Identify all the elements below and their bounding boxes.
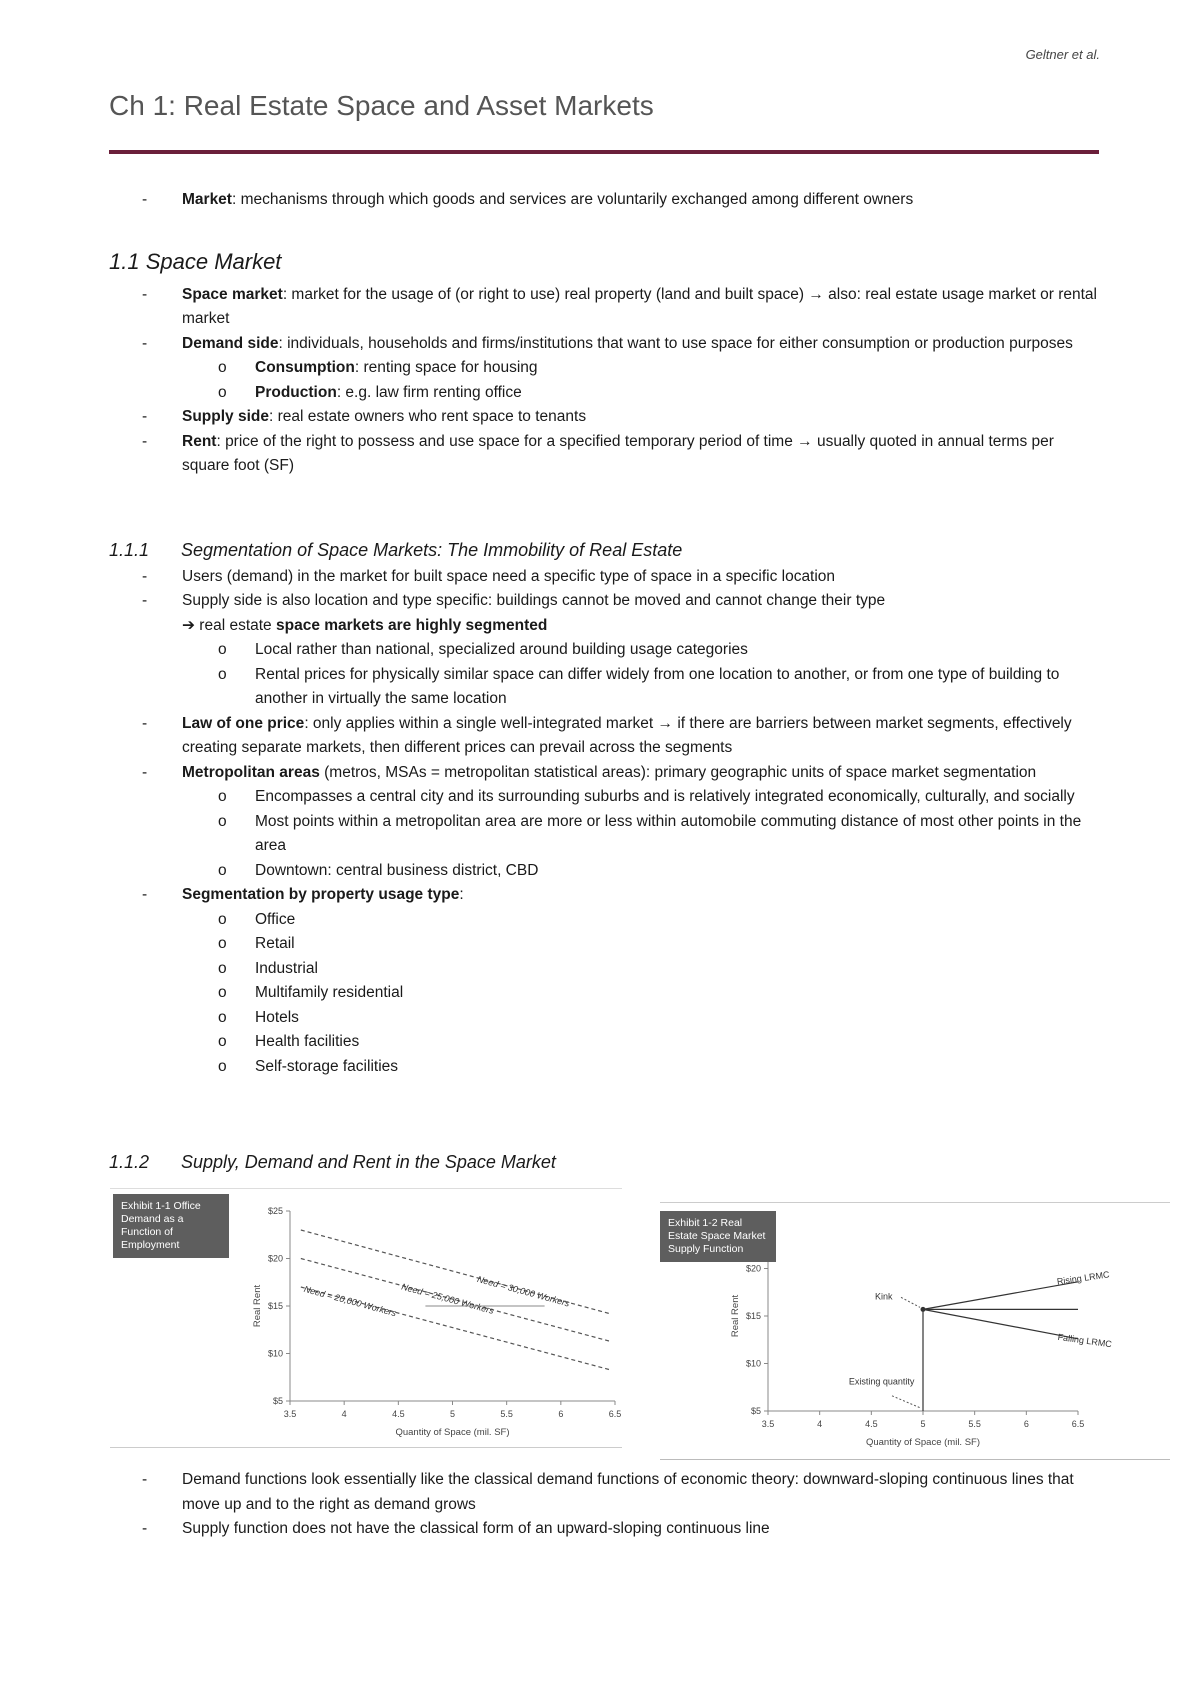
list-item: - Demand functions look essentially like the classical demand functions of economic theory: downward-sloping continuous lines that move up and to the right as demand grows (142, 1471, 1074, 1513)
annotation: Kink (875, 1291, 893, 1302)
x-axis-label: Quantity of Space (mil. SF) (395, 1427, 510, 1438)
annotation: Falling LRMC (1057, 1331, 1113, 1350)
x-tick-label: 6.5 (1071, 1419, 1085, 1429)
sub-list-item: o Office (218, 910, 296, 928)
sub-list-item: o Multifamily residential (218, 984, 404, 1001)
list-item: - Market: mechanisms through which goods and services are voluntarily exchanged among different owners (142, 191, 914, 208)
y-tick-label: $20 (267, 1253, 283, 1264)
sub-list-item: o Local rather than national, specialized around building usage categories (218, 641, 748, 658)
sub-list-item: o Retail (218, 935, 295, 952)
list-item: - Supply side is also location and type specific: buildings cannot be moved and cannot change their type ➔ real estate space markets are highly segmented o Local rather than national, specialized around building usage categories o Rental prices for physically similar space can differ widely from one location to another, or from one type of building to another in virtually the same location (109, 589, 1099, 712)
sub-list-item: o Industrial (218, 959, 318, 977)
y-tick-label: $15 (267, 1301, 283, 1311)
y-tick-label: $5 (272, 1396, 283, 1406)
x-tick-label: 3.5 (283, 1409, 297, 1419)
sub-list-item: o Self-storage facilities (218, 1057, 399, 1075)
term: Market (182, 191, 232, 208)
list-item: - Rent: price of the right to possess and use space for a specified temporary period of time → usually quoted in annual terms per square foot (SF) (142, 432, 1054, 474)
x-tick-label: 4.5 (865, 1419, 878, 1429)
list-item: - Supply side: real estate owners who rent space to tenants (142, 408, 587, 425)
sub-list-item: o Encompasses a central city and its surrounding suburbs and is relatively integrated economically, culturally, and socially (218, 788, 1075, 805)
y-tick-label: $10 (267, 1348, 283, 1359)
x-tick-label: 3.5 (761, 1419, 775, 1429)
annotation: Existing quantity (848, 1376, 915, 1387)
x-tick-label: 5.5 (500, 1409, 513, 1419)
figure-supply (660, 1202, 1170, 1460)
page-title: Ch 1: Real Estate Space and Asset Markets (109, 90, 654, 121)
x-tick-label: 4.5 (392, 1409, 405, 1419)
sub-list-item: o Production: e.g. law firm renting office (218, 383, 522, 401)
figure-label: Exhibit 1-1 Office Demand as a Function of Employment (113, 1194, 229, 1258)
series-label: Need = 30,000 Workers (476, 1274, 571, 1309)
section-1-1-2-heading (109, 1150, 1099, 1175)
series-label: Need = 20,000 Workers (302, 1283, 398, 1319)
list-item: - Law of one price: only applies within a single well-integrated market → if there are barriers between market segments, effectively creating separate markets, then different prices can prevail across the segments (142, 714, 1072, 756)
y-axis-label: Real Rent (730, 1294, 741, 1338)
figure-demand (110, 1188, 622, 1448)
section-heading: 1.1.1 Segmentation of Space Markets: The Immobility of Real Estate (109, 540, 683, 560)
list-item: - Segmentation by property usage type: o Office o Retail o Industrial o Multifamily residential o Hotels o Health facilities o Self-storage facilities (109, 883, 1099, 1079)
section-1-1 (109, 250, 1099, 479)
supply-line (923, 1309, 1078, 1338)
list-item: - Space market: market for the usage of (or right to use) real property (land and built space) → also: real estate usage market or rental market (142, 285, 1097, 327)
sub-list-item: o Hotels (218, 1008, 299, 1026)
figure-label: Exhibit 1-2 Real Estate Space Market Supply Function (660, 1211, 776, 1262)
title-rule (109, 150, 1099, 154)
section-1-1-1 (109, 538, 1099, 1079)
x-tick-label: 6 (1023, 1419, 1029, 1429)
section-heading: 1.1.2 Supply, Demand and Rent in the Space Market (109, 1152, 556, 1172)
y-tick-label: $5 (750, 1406, 761, 1416)
x-tick-label: 6 (558, 1409, 564, 1419)
y-tick-label: $15 (745, 1311, 761, 1321)
sub-list-item: o Rental prices for physically similar space can differ widely from one location to another, or from one type of building to another in virtually the same location (218, 665, 1060, 707)
list-item: - Supply function does not have the classical form of an upward-sloping continuous line (142, 1520, 770, 1537)
annotation-leader (901, 1297, 920, 1307)
header-author: Geltner et al. (1025, 47, 1100, 62)
y-tick-label: $10 (745, 1358, 761, 1369)
kink-point (921, 1307, 926, 1312)
annotation-leader (892, 1396, 921, 1408)
x-tick-label: 6.5 (608, 1409, 622, 1419)
sub-list-item: o Downtown: central business district, CBD (218, 861, 539, 879)
y-axis-label: Real Rent (252, 1284, 263, 1328)
supply-line (923, 1282, 1078, 1310)
x-tick-label: 4 (341, 1409, 347, 1419)
x-tick-label: 5 (449, 1409, 456, 1419)
list-item: - Metropolitan areas (metros, MSAs = metropolitan statistical areas): primary geographic units of space market segmentation o Encompasses a central city and its surrounding suburbs and is relatively integrated economically, culturally, and socially o Most points within a metropolitan area are more or less within automobile commuting distance of most other points in the area o Downtown: central business district, CBD (109, 761, 1099, 884)
x-axis-label: Quantity of Space (mil. SF) (865, 1437, 981, 1448)
x-tick-label: 5 (920, 1419, 926, 1429)
list-item: - Demand side: individuals, households and firms/institutions that want to use space for either consumption or production purposes o Consumption: renting space for housing o Production: e.g. law firm renting office (109, 332, 1099, 406)
x-tick-label: 5.5 (968, 1419, 981, 1429)
series-label: Need = 25,000 Workers (400, 1281, 495, 1316)
y-tick-label: $25 (267, 1206, 283, 1216)
sub-list-item: o Most points within a metropolitan area are more or less within automobile commuting distance of most other points in the area (218, 812, 1082, 854)
arrow-conclusion: ➔ real estate space markets are highly segmented (182, 616, 548, 634)
sub-list-item: o Consumption: renting space for housing (218, 359, 538, 376)
list-item: - Users (demand) in the market for built space need a specific type of space in a specific location (142, 567, 836, 585)
section-heading: 1.1 Space Market (109, 249, 282, 274)
intro-section (109, 188, 1099, 213)
y-tick-label: $20 (745, 1263, 761, 1274)
sub-list-item: o Health facilities (218, 1033, 360, 1050)
annotation: Rising LRMC (1056, 1269, 1111, 1287)
x-tick-label: 4 (817, 1419, 823, 1429)
section-1-1-2 (109, 1468, 1099, 1542)
